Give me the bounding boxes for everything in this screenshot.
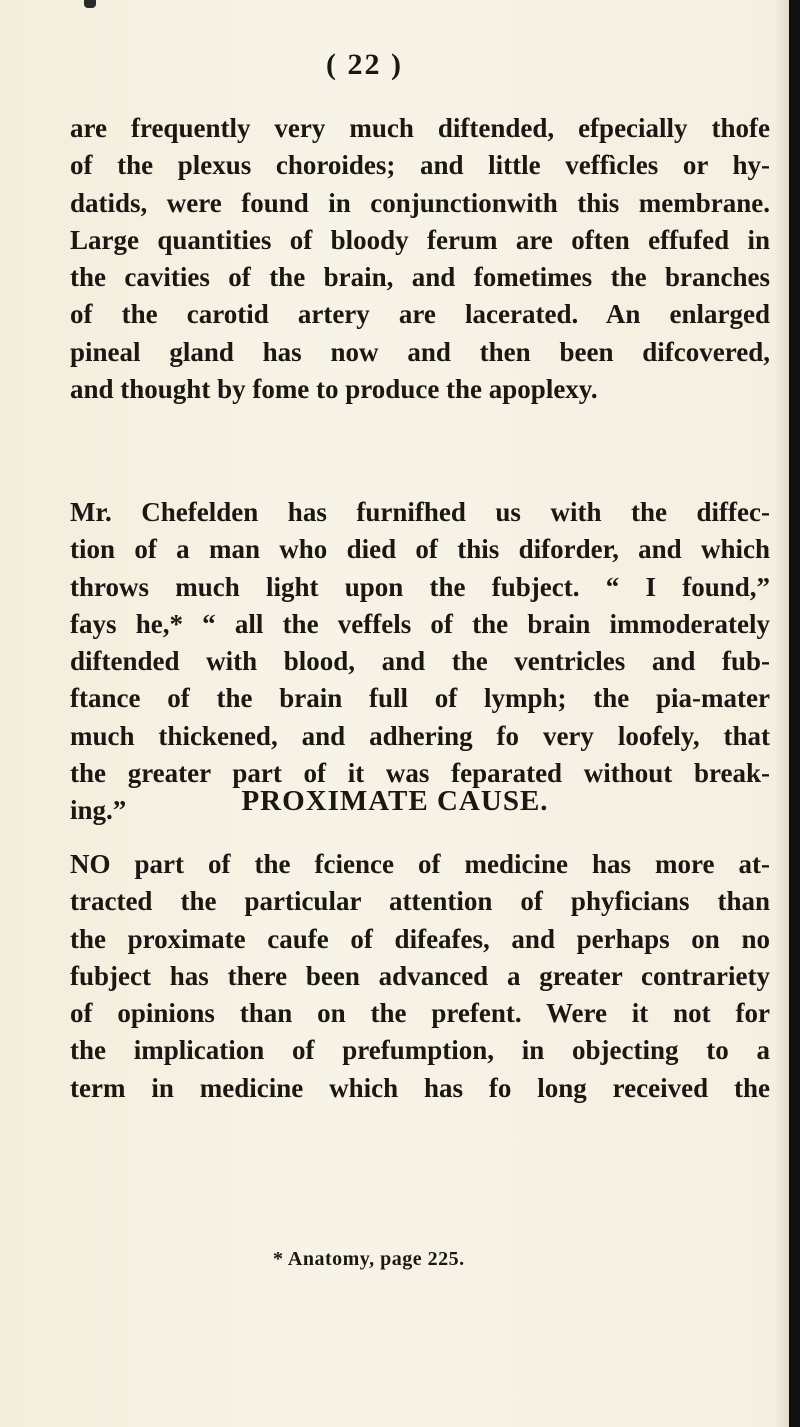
text-line: of the plexus choroides; and little veffìcles or hy- bbox=[70, 150, 770, 181]
paragraph-proximate-cause bbox=[70, 846, 770, 1107]
text-line: Large quantities of bloody ferum are often effufed in bbox=[70, 224, 770, 255]
text-line: throws much light upon the fubject. “ I found,” bbox=[70, 571, 770, 602]
text-line: fubject has there been advanced a greater contrariety bbox=[70, 960, 770, 991]
text-line: fays he,* “ all the veffels of the brain immoderately bbox=[70, 608, 770, 639]
text-line: the implication of prefumption, in objecting to a bbox=[70, 1035, 770, 1066]
page-number: ( 22 ) bbox=[326, 48, 403, 81]
text-line: of opinions than on the prefent. Were it not for bbox=[70, 998, 770, 1029]
footnote: * Anatomy, page 225. bbox=[273, 1248, 465, 1270]
print-mark bbox=[84, 0, 96, 8]
text-line: term in medicine which has fo long received the bbox=[70, 1072, 770, 1103]
text-line: NO part of the fcience of medicine has more at- bbox=[70, 849, 770, 879]
text-line: ing.” bbox=[70, 795, 127, 826]
section-heading: PROXIMATE CAUSE. bbox=[241, 785, 549, 817]
text-line: much thickened, and adhering fo very loofely, that bbox=[70, 720, 770, 751]
text-line: tracted the particular attention of phyficians than bbox=[70, 886, 770, 917]
text-line: and thought by fome to produce the apoplexy. bbox=[70, 374, 598, 405]
page-edge bbox=[789, 0, 800, 1427]
text-line: tion of a man who died of this diforder, and which bbox=[70, 534, 770, 565]
page-gutter-shadow bbox=[774, 0, 789, 1427]
text-line: diftended with blood, and the ventricles and fub- bbox=[70, 646, 770, 677]
text-line: are frequently very much diftended, efpecially thofe bbox=[70, 113, 770, 143]
text-line: ftance of the brain full of lymph; the pia-mater bbox=[70, 683, 770, 714]
paragraph-pathology bbox=[70, 110, 770, 408]
text-line: the cavities of the brain, and fometimes the branches bbox=[70, 262, 770, 293]
text-line: pineal gland has now and then been difcovered, bbox=[70, 336, 770, 367]
text-line: the greater part of it was feparated without break- bbox=[70, 758, 770, 789]
text-line: datids, were found in conjunctionwith this membrane. bbox=[70, 187, 770, 218]
text-line: Mr. Chefelden has furnifhed us with the diffec- bbox=[70, 497, 770, 527]
text-line: the proximate caufe of difeafes, and perhaps on no bbox=[70, 923, 770, 954]
paragraph-cheselden bbox=[70, 494, 770, 830]
text-line: of the carotid artery are lacerated. An enlarged bbox=[70, 299, 770, 330]
